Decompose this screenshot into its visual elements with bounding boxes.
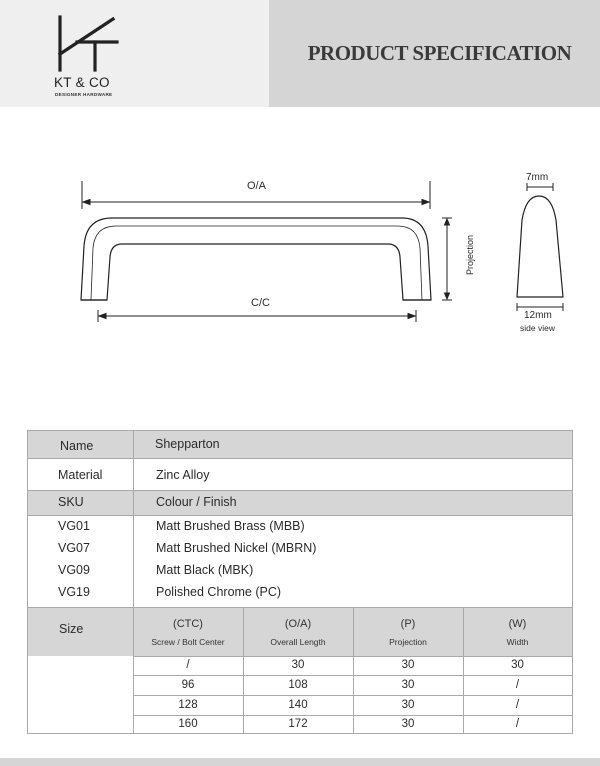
- size-cell: 30: [401, 659, 415, 671]
- sku-finish: Matt Black (MBK): [156, 563, 254, 577]
- size-cell: 172: [288, 718, 308, 730]
- sku-code: VG19: [58, 585, 90, 599]
- title-panel: [269, 0, 600, 107]
- size-label: Size: [59, 622, 84, 636]
- brand-tagline: DESIGNER HARDWARE: [55, 92, 113, 97]
- size-cell: 30: [401, 718, 415, 730]
- size-header-row: [28, 607, 572, 656]
- bottom-width-label: 12mm: [524, 310, 552, 321]
- name-row: [28, 431, 572, 458]
- size-cell: /: [515, 718, 520, 730]
- material-value: Zinc Alloy: [156, 468, 210, 482]
- size-cell: 160: [178, 718, 198, 730]
- sku-code: VG09: [58, 563, 90, 577]
- size-cell: 30: [291, 659, 305, 671]
- size-cell: 140: [288, 699, 308, 711]
- specification-table: [27, 430, 573, 734]
- handle-front-view: [81, 218, 431, 300]
- projection-column-desc: Projection: [389, 637, 427, 647]
- sku-code: VG01: [58, 519, 90, 533]
- handle-diagram: [0, 160, 600, 360]
- size-cell: /: [515, 679, 520, 691]
- sku-label: SKU: [58, 495, 84, 509]
- kt-logo-icon: [55, 14, 121, 74]
- side-view-label: side view: [520, 323, 555, 333]
- oa-column-desc: Overall Length: [270, 637, 326, 647]
- brand-name: KT & CO: [54, 75, 110, 90]
- width-column-header: (W): [508, 618, 527, 630]
- center-to-center-label: C/C: [251, 297, 270, 309]
- size-cell: 96: [181, 679, 195, 691]
- overall-length-label: O/A: [247, 180, 266, 192]
- page-header: [0, 0, 600, 107]
- top-width-label: 7mm: [526, 172, 549, 183]
- center-dimension-line: [98, 310, 416, 322]
- page-title: PRODUCT SPECIFICATION: [307, 41, 572, 65]
- handle-side-profile: [517, 196, 563, 297]
- ctc-column-desc: Screw / Bolt Center: [151, 637, 225, 647]
- material-label: Material: [58, 468, 103, 482]
- sku-header-row: [28, 490, 572, 515]
- side-top-dimension: [527, 183, 553, 191]
- width-column-desc: Width: [506, 637, 529, 647]
- sku-finish: Matt Brushed Nickel (MBRN): [156, 541, 317, 555]
- projection-dimension-line: [442, 218, 452, 300]
- size-cell: /: [186, 659, 190, 671]
- technical-drawing: [0, 160, 600, 360]
- footer-bar: [0, 758, 600, 766]
- size-cell: 108: [288, 679, 308, 691]
- size-cell: 30: [401, 679, 415, 691]
- sku-code: VG07: [58, 541, 90, 555]
- brand-logo-panel: [0, 0, 269, 107]
- projection-label: Projection: [465, 234, 475, 276]
- sku-finish: Polished Chrome (PC): [156, 585, 282, 599]
- product-name: Shepparton: [155, 437, 220, 451]
- size-cell: 30: [401, 699, 415, 711]
- projection-column-header: (P): [400, 618, 416, 630]
- size-cell: 128: [178, 699, 198, 711]
- size-cell: /: [515, 699, 520, 711]
- oa-column-header: (O/A): [284, 618, 312, 630]
- size-cell: 30: [511, 659, 524, 671]
- sku-finish: Matt Brushed Brass (MBB): [156, 519, 305, 533]
- finish-label: Colour / Finish: [156, 495, 237, 509]
- ctc-column-header: (CTC): [173, 618, 203, 630]
- name-label: Name: [60, 439, 94, 453]
